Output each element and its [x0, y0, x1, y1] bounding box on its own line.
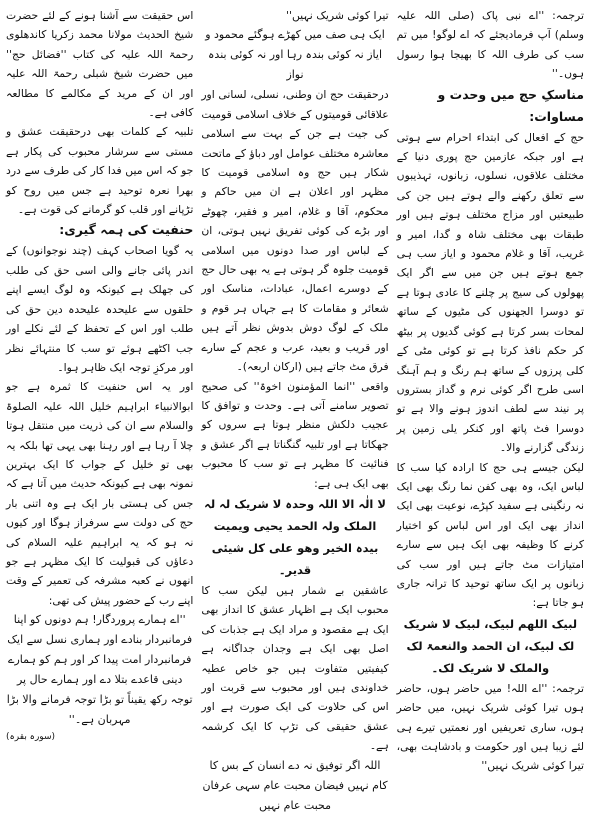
- paragraph: تیرا کوئی شریک نہیں'': [286, 9, 389, 22]
- section-heading: حنفیت کی ہمہ گیری:: [59, 222, 194, 238]
- paragraph: حج کے افعال کی ابتداء احرام سے ہوتی ہے اور جبکہ عازمین حج پوری دنیا کے مختلف علاقوں، نسلوں، زبانوں، تہذیبوں سے تعلق رکھنے والے ہوتے ہیں جن کی طبیعتیں اور مزاج مختلف ہوتے ہیں اور طبقات بھی مختلف شاہ و گدا، امیر و غریب، آقا و غلام محمود و ایاز سب ہی جمع ہوتے ہیں جن میں سے اگر ایک پھولوں کی سیج پر چلنے کا عادی ہوتا ہے تو دوسرا الجھنوں کی مٹیوں کے ساتھ لمحات بسر کرتا ہے کوئی گدیوں پر بیٹھ کر حکم نافذ کرتا ہے تو کوئی مٹی کے کلی پرزوں کے ساتھ ہم رنگ و ہم آہنگ اسی طرح اگر کوئی نرم و گداز بستروں پر نیند سے لطف اندوز ہونے والا ہے تو دوسرا فٹ پاتھ اور کنکر یلی زمین پر زندگی گزارنے والا۔: [396, 130, 584, 455]
- paragraph: درحقیقت حج ان وطنی، نسلی، لسانی اور علاقائی قومیتوں کے خلاف اسلامی قومیت کی جیت ہے جن کے بہت سے اسلامی معاشرہ مختلف عوامل اور دباؤ کے ماتحت شکار ہیں حج وہ اسلامی قومیت کا مظہر اور اعلان ہے ان میں حاکم و محکوم، آقا و غلام، امیر و فقیر، چھوٹے اور بڑے کی کوئی تفریق نہیں ہوتی، ان کے لباس اور صدا دونوں میں اسلامی قومیت جلوہ گر ہوتی ہے یہ بھی حال حج کے دوسرے اعمال، عبادات، مناسک اور شعائر و مقامات کا ہے جہاں ہر قوم و ملک کے لوگ دوش بدوش نظر آتے ہیں اور قریب و بعید، عرب و عجم کے سارے فرق مٹ جاتے ہیں (ارکان اربعہ)۔: [201, 88, 389, 374]
- poetry-couplet: اللہ اگر توفیق نہ دے انسان کے بس کا کام نہیں فیضان محبت عام سہی عرفان محبت عام نہیں: [202, 758, 388, 812]
- paragraph: یہ گویا اصحاب کہف (چند نوجوانوں) کے اندر پائی جانے والی اسی حق کی طلب کی جھلک ہے کیونکہ وہ لوگ ایسے اپنے حلقوں سے علیحدہ علیحدہ دین حق کی طلب اور اس کے تحفظ کے لئے نکلے اور جب اکٹھے ہوئے تو سب کا منتہائے نظر اور مرکزِ توجہ ایک ظاہر ہوا۔: [6, 244, 194, 374]
- poetry-couplet: ایک ہی صف میں کھڑے ہوگئے محمود و ایاز نہ کوئی بندہ رہا اور نہ کوئی بندہ نواز: [205, 28, 385, 82]
- translation-paragraph: ترجمہ: ''اے اللہ! میں حاضر ہوں، حاضر ہوں تیرا کوئی شریک نہیں، میں حاضر ہوں، ساری تعریفیں اور نعمتیں تیرے ہی لئے زیبا ہیں اور حکومت و بادشاہت بھی، تیرا کوئی شریک نہیں'': [396, 681, 584, 773]
- column-left: [6, 6, 193, 794]
- paragraph: تلبیہ کے کلمات بھی درحقیقت عشق و مستی سے سرشار محبوب کی پکار ہے جو کہ اس میں فدا کار کی طرف سے درد بھرا نعرہ توحید ہے جس میں روح کو تڑپانے اور قلب کو گرمانے کی قوت ہے۔: [6, 125, 194, 217]
- paragraph: واقعی ''انما المؤمنون اخوۃ'' کی صحیح تصویر سامنے آتی ہے۔ وحدت و توافق کا عجیب دلکش منظر ہوتا ہے سروں کو جھکاتا ہے اور تلبیہ گنگناتا ہے اگر عشق و فنائیت کا مظہر ہے تو سب کا محبوب بھی ایک ہی ہے:: [201, 379, 389, 490]
- paragraph: اور یہ اس حنفیت کا ثمرہ ہے جو ابوالانبیاء ابراہیم خلیل اللہ علیہ الصلوۃ والسلام سے ان کی ذریت میں منتقل ہوتا چلا آ رہا ہے اور رہنا بھی یہی تھا بلکہ یہ بھی تو خلیل کے جواب کا ایک بہترین نمونہ بھی ہے کیونکہ حدیث میں آتا ہے کہ جس کی ہستی بار ایک ہے وہ اتنی بار حج کی دولت سے سرفراز ہوگا اور کیوں نہ ہو کہ یہ ابراہیم علیہ السلام کی دعاؤں کی قبولیت کا ایک مظہر ہے جو انھوں نے کعبہ مشرفہ کی تعمیر کے وقت اپنے رب کے حضور پیش کی تھی:: [6, 380, 194, 607]
- surah-reference: (سورہ بقرہ): [6, 732, 56, 743]
- column-middle: [201, 6, 389, 812]
- paragraph: اس حقیقت سے آشنا ہونے کے لئے حضرت شیخ الحدیث مولانا محمد زکریا کاندھلوی رحمۃ اللہ علیہ کی کتاب ''فضائل حج'' میں حضرت شیخ شبلی رحمۃ اللہ علیہ اور ان کے مرید کے مکالمے کا مطالعہ کافی ہے۔: [6, 9, 194, 120]
- paragraph: ترجمہ: ''اے نبی پاک (صلی اللہ علیہ وسلم) آپ فرمادیجئے کہ اے لوگو! میں تم سب کی طرف اللہ کا بھیجا ہوا رسول ہوں۔'': [396, 9, 584, 81]
- text-columns: [6, 6, 584, 812]
- column-right: [397, 6, 584, 794]
- kalima-text: لا الٰہ الا اللہ وحدہ لا شریک لہ لہ الملک ولہ الحمد یحیی ویمیت بیدہ الخیر وھو علی کل شیئی قدیر۔: [204, 496, 386, 577]
- paragraph: عاشقین بے شمار ہیں لیکن سب کا محبوب ایک ہے اظہار عشق کا انداز بھی ایک ہے مقصود و مراد ایک ہے جذبات کی اصل بھی ایک ہے وجدان جداگانہ ہے کیفیتیں متفاوت ہیں جو خاص عطیہ خداوندی ہیں اور محبوب سے قربت اور اس کی حلاوت کی ایک صورت ہے اور عشق حقیقی کی تڑپ کا ایک کرشمہ ہے۔: [201, 583, 389, 753]
- talbiyah-text: لبیک اللھم لبیک، لبیک لا شریک لک لبیک، ان الحمد والنعمۃ لک والملک لا شریک لک۔: [403, 616, 578, 675]
- paragraph: لیکن جیسے ہی حج کا ارادہ کیا سب کا لباس ایک، وہ بھی کفن نما رنگ بھی ایک نہ رنگینی ہے سفید کپڑے، نوعیت بھی ایک انداز بھی ایک اور اس لباس کو اختیار کرنے کا وظیفہ بھی ایک ہیں سے سارے امتیازات مٹ جاتے ہیں اور سب کی زبانوں پر ایک ساتھ توحید کا ترانہ جاری ہو جاتا ہے:: [396, 460, 584, 610]
- prayer-quote: ''اے ہمارے پروردگار! ہم دونوں کو اپنا فرمانبردار بنادے اور ہماری نسل سے ایک فرمانبردار امت پیدا کر اور ہم کو ہمارے دینی قاعدے بتلا دے اور ہمارے حال پر توجہ رکھ یقیناً تو بڑا توجہ فرمانے والا بڑا مہربان ہے۔'': [6, 613, 193, 727]
- section-heading: مناسکِ حج میں وحدت و مساوات:: [437, 86, 584, 124]
